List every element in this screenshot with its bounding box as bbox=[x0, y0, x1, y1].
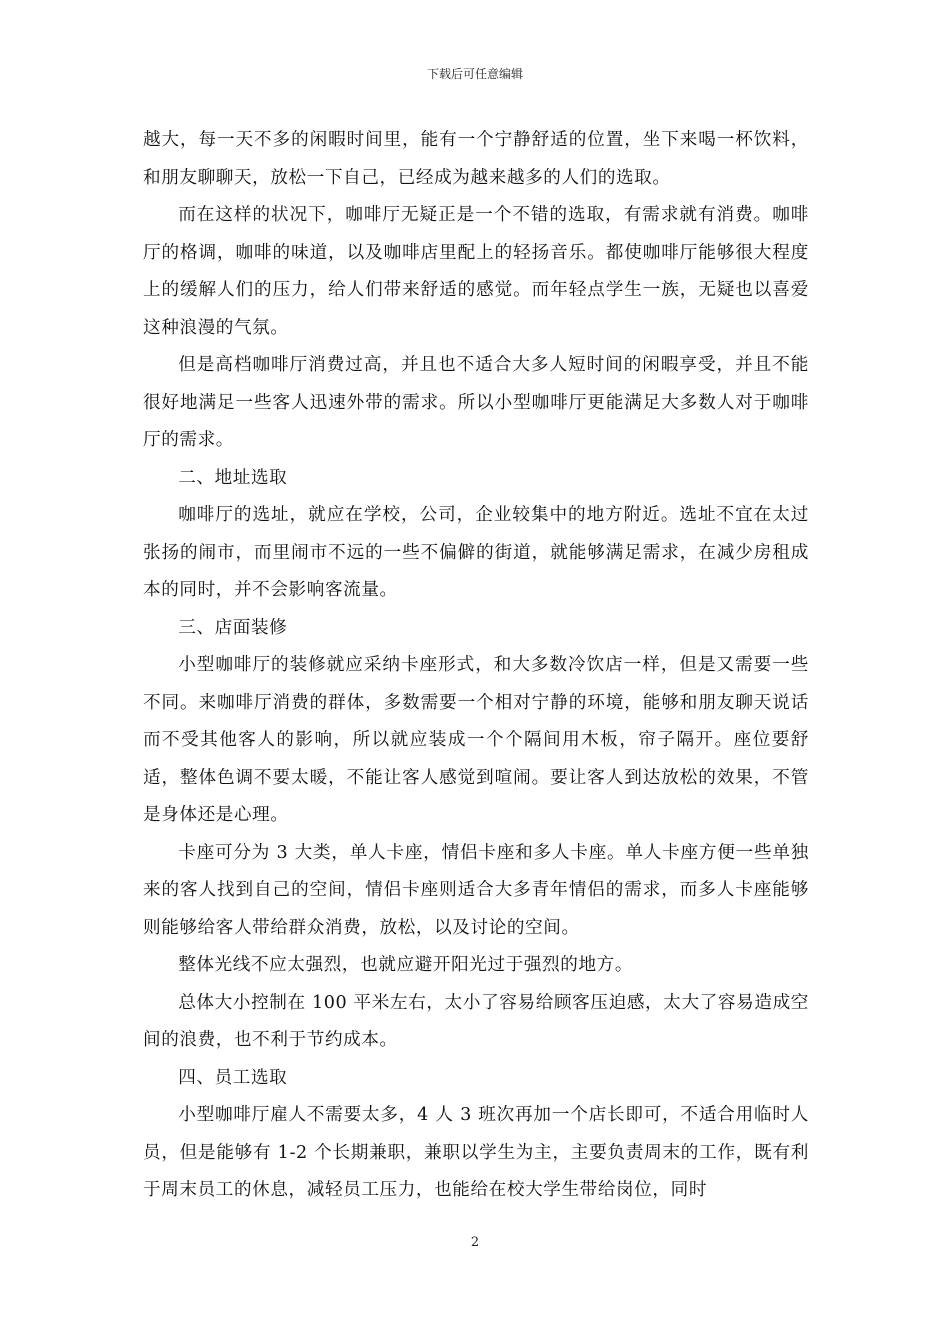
section-heading-decoration: 三、店面装修 bbox=[178, 617, 288, 638]
paragraph-lighting: 整体光线不应太强烈，也就应避开阳光过于强烈的地方。 bbox=[178, 955, 634, 975]
paragraph-decoration: 小型咖啡厅的装修就应采纳卡座形式，和大多数冷饮店一样，但是又需要一些不同。来咖啡厅消费的群体，多数需要一个相对宁静的环境，能够和朋友聊天说话而不受其他客人的影响，所以就应装成一个个隔间用木板，帘子隔开。座位要舒适，整体色调不要太暖，不能让客人感觉到喧闹。要让客人到达放松的效果，不管是身体还是心理。 bbox=[143, 655, 809, 825]
section-heading-staff: 四、员工选取 bbox=[178, 1067, 288, 1088]
section-heading-location: 二、地址选取 bbox=[178, 467, 288, 488]
page-header: 下载后可任意编辑 bbox=[426, 67, 523, 81]
paragraph-booths: 卡座可分为 3 大类，单人卡座，情侣卡座和多人卡座。单人卡座方便一些单独来的客人找到自己的空间，情侣卡座则适合大多青年情侣的需求，而多人卡座能够则能够给客人带给群众消费，放松，以及讨论的空间。 bbox=[143, 842, 809, 938]
paragraph-staff: 小型咖啡厅雇人不需要太多，4 人 3 班次再加一个店长即可，不适合用临时人员，但是能够有 1-2 个长期兼职，兼职以学生为主，主要负责周末的工作，既有利于周末员工的休息，减轻员工压力，也能给在校大学生带给岗位，同时 bbox=[143, 1105, 809, 1200]
page-number: 2 bbox=[470, 1235, 480, 1250]
paragraph-continuation: 越大，每一天不多的闲暇时间里，能有一个宁静舒适的位置，坐下来喝一杯饮料，和朋友聊聊天，放松一下自己，已经成为越来越多的人们的选取。 bbox=[143, 130, 809, 188]
paragraph-small-cafe: 但是高档咖啡厅消费过高，并且也不适合大多人短时间的闲暇享受，并且不能很好地满足一些客人迅速外带的需求。所以小型咖啡厅更能满足大多数人对于咖啡厅的需求。 bbox=[143, 355, 809, 450]
paragraph-size: 总体大小控制在 100 平米左右，太小了容易给顾客压迫感，太大了容易造成空间的浪费，也不利于节约成本。 bbox=[143, 992, 809, 1050]
paragraph-location: 咖啡厅的选址，就应在学校，公司，企业较集中的地方附近。选址不宜在太过张扬的闹市，而里闹市不远的一些不偏僻的街道，就能够满足需求，在减少房租成本的同时，并不会影响客流量。 bbox=[143, 505, 809, 600]
document-body bbox=[143, 122, 809, 1210]
paragraph-cafe-choice: 而在这样的状况下，咖啡厅无疑正是一个不错的选取，有需求就有消费。咖啡厅的格调，咖啡的味道，以及咖啡店里配上的轻扬音乐。都使咖啡厅能够很大程度上的缓解人们的压力，给人们带来舒适的感觉。而年轻点学生一族，无疑也以喜爱这种浪漫的气氛。 bbox=[143, 205, 809, 338]
